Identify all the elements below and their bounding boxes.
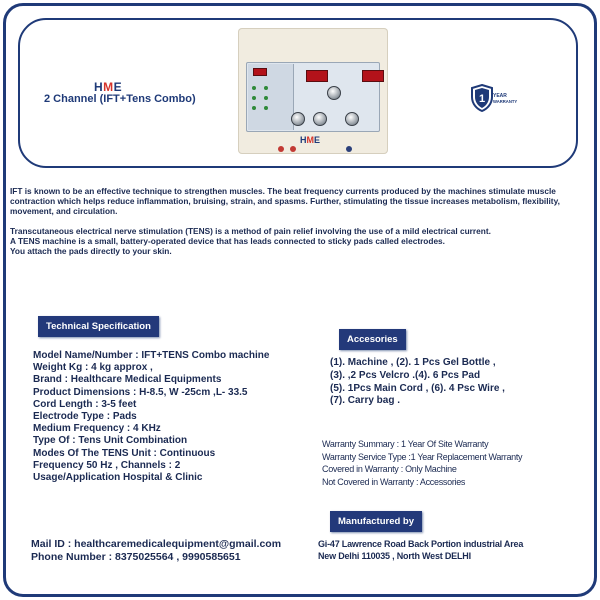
spec-item: Type Of : Tens Unit Combination [33, 435, 188, 447]
manufacturer-address [318, 538, 523, 562]
spec-item: Electrode Type : Pads [33, 411, 137, 423]
address-line: New Delhi 110035 , North West DELHI [318, 551, 471, 561]
product-title: 2 Channel (IFT+Tens Combo) [44, 93, 196, 105]
accessory-item: (3). ,2 Pcs Velcro .(4). 6 Pcs Pad [330, 369, 481, 381]
brand-logo: HME [94, 80, 123, 94]
knob-icon [313, 112, 327, 126]
technical-spec-heading: Technical Specification [38, 316, 159, 337]
address-line: Gi-47 Lawrence Road Back Portion industrial Area [318, 539, 524, 549]
device-logo: HME [300, 135, 321, 145]
spec-item: Usage/Application Hospital & Clinic [33, 472, 203, 484]
knob-icon [327, 86, 341, 100]
indicator-light-icon [264, 86, 268, 90]
intro-text [10, 186, 592, 266]
display-led-icon [306, 70, 328, 82]
indicator-light-icon [264, 106, 268, 110]
warranty-item: Warranty Service Type :1 Year Replacement Warranty [322, 451, 523, 462]
spec-item: Brand : Healthcare Medical Equipments [33, 374, 222, 386]
warranty-badge-line2: WARRANTY [493, 99, 518, 104]
spec-item: Model Name/Number : IFT+TENS Combo machine [33, 350, 270, 361]
spec-list [33, 350, 269, 484]
spec-item: Modes Of The TENS Unit : Continuous [33, 447, 216, 459]
display-led-icon [253, 68, 267, 76]
accessories-heading: Accesories [339, 329, 406, 350]
phone-number[interactable]: Phone Number : 8375025564 , 9990585651 [31, 550, 241, 563]
warranty-details [322, 438, 522, 488]
spec-item: Medium Frequency : 4 KHz [33, 423, 161, 435]
socket-icon [346, 146, 352, 152]
indicator-light-icon [264, 96, 268, 100]
warranty-badge-icon [470, 84, 518, 112]
accessories-list [330, 357, 505, 408]
knob-icon [345, 112, 359, 126]
socket-icon [290, 146, 296, 152]
spec-item: Product Dimensions : H-8.5, W -25cm ,L- 33.5 [33, 386, 248, 398]
spec-item: Cord Length : 3-5 feet [33, 398, 137, 410]
indicator-light-icon [252, 96, 256, 100]
contact-info [31, 538, 281, 563]
ift-paragraph: IFT is known to be an effective technique to strengthen muscles. The beat frequency currents produced by the machines stimulate muscle contraction which helps reduce inflammation, bruising, strain, and spasms. Further, stimulating the tissue increases metabolism, flexibility, movement, and circulation. [10, 186, 560, 216]
warranty-badge-line1: YEAR [493, 93, 507, 99]
display-led-icon [362, 70, 384, 82]
warranty-item: Covered in Warranty : Only Machine [322, 464, 457, 475]
warranty-item: Not Covered in Warranty : Accessories [322, 476, 466, 487]
indicator-light-icon [252, 86, 256, 90]
accessory-item: (7). Carry bag . [330, 395, 401, 407]
manufacturer-heading: Manufactured by [330, 511, 422, 532]
knob-icon [291, 112, 305, 126]
socket-icon [278, 146, 284, 152]
warranty-item: Warranty Summary : 1 Year Of Site Warranty [322, 439, 489, 449]
spec-item: Weight Kg : 4 kg approx , [33, 362, 153, 374]
accessory-item: (5). 1Pcs Main Cord , (6). 4 Psc Wire , [330, 382, 505, 394]
warranty-badge-number: 1 [478, 93, 486, 105]
indicator-light-icon [252, 106, 256, 110]
spec-item: Frequency 50 Hz , Channels : 2 [33, 459, 181, 471]
mail-id[interactable]: Mail ID : healthcaremedicalequipment@gmail.com [31, 538, 282, 550]
accessory-item: (1). Machine , (2). 1 Pcs Gel Bottle , [330, 357, 496, 368]
tens-paragraph: Transcutaneous electrical nerve stimulation (TENS) is a method of pain relief involving the use of a mild electrical current. A TENS machine is a small, battery-operated device that has leads connected to sticky pads called electrodes. You attach the pads directly to your skin. [10, 226, 491, 256]
